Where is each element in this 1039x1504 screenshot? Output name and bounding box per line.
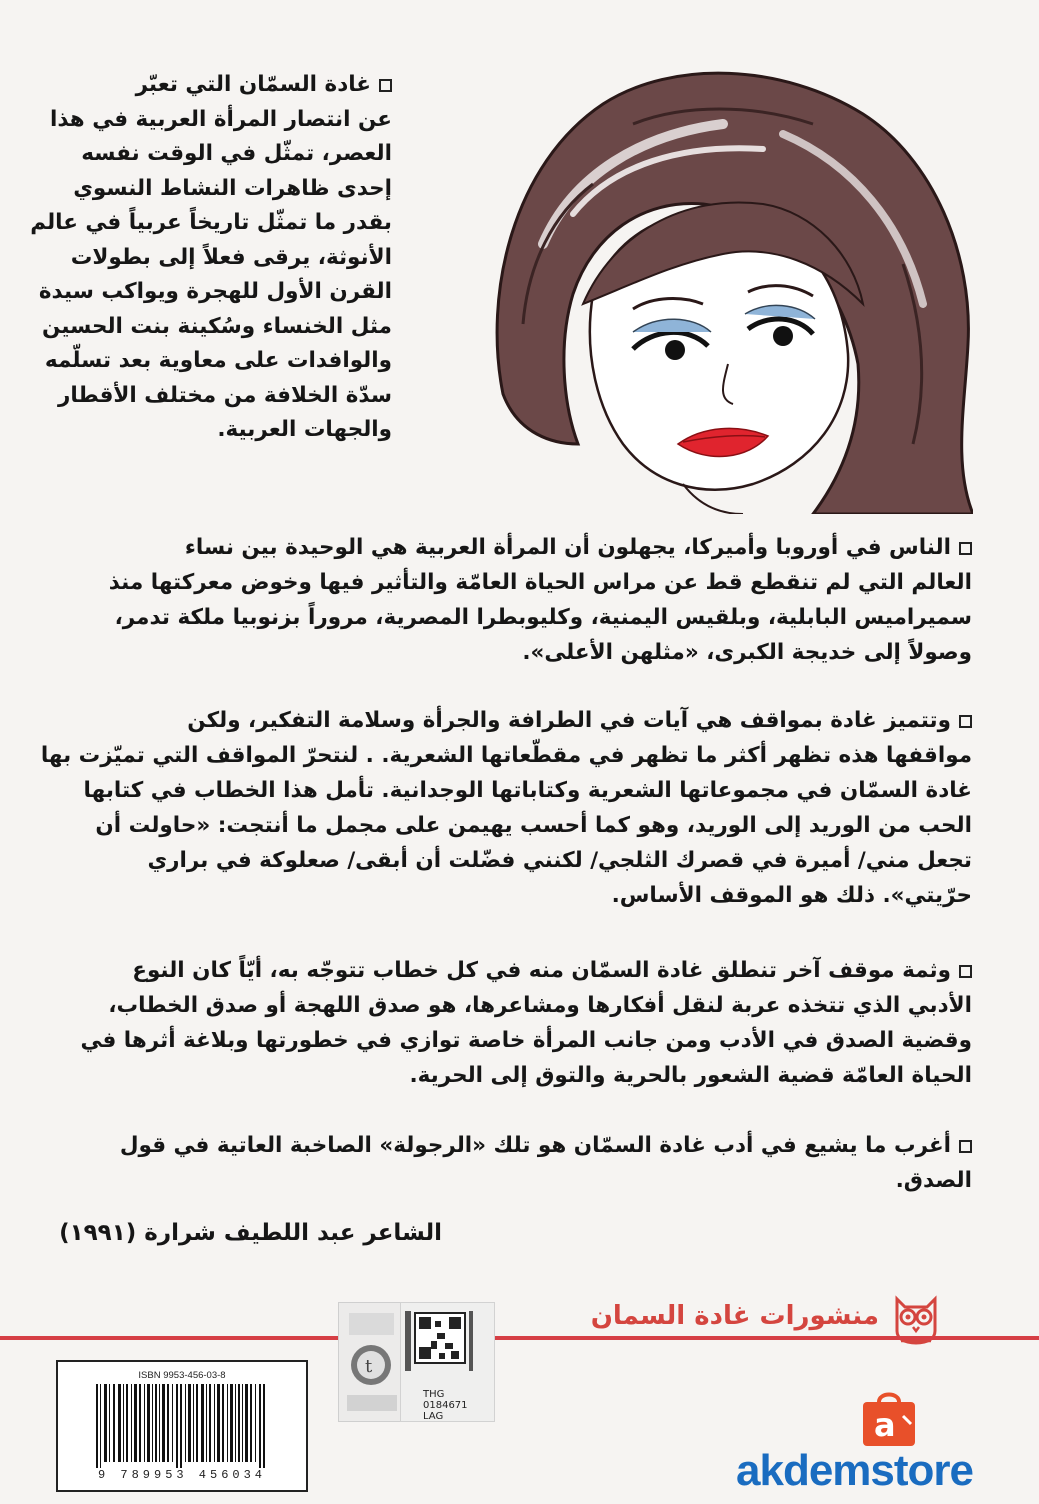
bullet-square-icon — [379, 79, 392, 92]
qr-code-icon — [401, 1303, 494, 1383]
paragraph-line: أغرب ما يشيع في أدب غادة السمّان هو تلك «الرجولة» الصاخبة العاتية في قول — [32, 1128, 972, 1163]
svg-text:t: t — [365, 1356, 373, 1377]
sticker-code: THG 0184671 LAG — [423, 1389, 468, 1422]
intro-line: والجهات العربية. — [217, 417, 392, 442]
signature: الشاعر عبد اللطيف شرارة (١٩٩١) — [59, 1220, 442, 1246]
paragraph-line: سميراميس البابلية، وبلقيس اليمنية، وكليوبطرا المصرية، مروراً بزنوبيا ملكة تدمر، — [114, 605, 972, 630]
bullet-square-icon — [959, 542, 972, 555]
divider-line — [0, 1336, 1039, 1340]
paragraph-line: وقضية الصدق في الأدب ومن جانب المرأة خاصة توازي في خطورتها وبلاغة أثرها في — [80, 1028, 972, 1053]
intro-line: الأنوثة، يرقى فعلاً إلى بطولات — [70, 244, 392, 270]
library-sticker — [338, 1302, 405, 1422]
paragraph-line: الحب من الوريد إلى الوريد، وهو كما أحسب يهيمن على مجمل ما أنتجت: «حاولت أن — [95, 813, 972, 838]
isbn-label: ISBN 9953-456-03-8 — [138, 1370, 226, 1381]
paragraph-line: الناس في أوروبا وأميركا، يجهلون أن المرأة العربية هي الوحيدة بين نساء — [32, 530, 972, 565]
svg-text:a: a — [874, 1406, 896, 1444]
paragraph-1 — [32, 530, 972, 670]
intro-line: بقدر ما تمثّل تاريخاً عربياً في عالم — [30, 210, 392, 235]
intro-line: العصر، تمثّل في الوقت نفسه — [81, 141, 392, 166]
paragraph-line: وثمة موقف آخر تنطلق غادة السمّان منه في كل خطاب تتوجّه به، أيّاً كان النوع — [32, 953, 972, 988]
paragraph-3 — [32, 953, 972, 1093]
paragraph-line: مواقفها هذه تظهر أكثر ما تظهر في مقطّعاتها الشعرية. . لنتحرّ المواقف التي تميّزت بها — [40, 743, 972, 768]
bullet-square-icon — [959, 1140, 972, 1153]
intro-line: القرن الأول للهجرة ويواكب سيدة — [38, 279, 392, 304]
intro-line: والوافدات على معاوية بعد تسلّمه — [44, 348, 392, 373]
isbn-barcode — [56, 1360, 308, 1492]
shopping-bag-icon — [857, 1386, 921, 1448]
portrait-illustration — [483, 64, 973, 514]
paragraph-line: العالم التي لم تنقطع قط عن مراس الحياة العامّة والتأثير فيها وخوض معركتها منذ — [108, 570, 972, 595]
paragraph-2 — [32, 703, 972, 913]
intro-line: سدّة الخلافة من مختلف الأقطار — [57, 382, 392, 408]
paragraph-line: الأدبي الذي تتخذه عربة لنقل أفكارها ومشاعرها، هو صدق اللهجة أو صدق الخطاب، — [108, 993, 972, 1018]
paragraph-line: وصولاً إلى خديجة الكبرى، «مثلهن الأعلى». — [522, 640, 972, 665]
intro-line: عن انتصار المرأة العربية في هذا — [50, 106, 392, 132]
isbn-digits: 9 789953 456034 — [97, 1468, 267, 1482]
publisher-name: منشورات غادة السمان — [590, 1301, 879, 1331]
barcode-sticker — [400, 1302, 495, 1422]
paragraph-4 — [32, 1128, 972, 1198]
paragraph-line: حرّيتي». ذلك هو الموقف الأساس. — [611, 883, 972, 908]
paragraph-line: تجعل مني/ أميرة في قصرك الثلجي/ لكنني فضّلت أن أبقى/ صعلوكة في براري — [147, 848, 972, 873]
paragraph-line: غادة السمّان في مجموعاتها الشعرية وكتاباتها الوجدانية. تأمل هذا الخطاب في كتابها — [83, 778, 972, 803]
store-watermark: akdemstore — [736, 1446, 974, 1495]
intro-first-line: غادة السمّان التي تعبّر — [32, 68, 392, 103]
paragraph-line: وتتميز غادة بمواقف هي آيات في الطرافة والجرأة وسلامة التفكير، ولكن — [32, 703, 972, 738]
bullet-square-icon — [959, 965, 972, 978]
library-seal-icon — [339, 1303, 404, 1421]
paragraph-line: الصدق. — [895, 1168, 972, 1193]
paragraph-line: الحياة العامّة قضية الشعور بالحرية والتوق إلى الحرية. — [409, 1063, 972, 1088]
bullet-square-icon — [959, 715, 972, 728]
intro-text — [32, 68, 392, 448]
intro-line: مثل الخنساء وسُكينة بنت الحسين — [41, 313, 392, 339]
intro-line: إحدى ظاهرات النشاط النسوي — [73, 175, 392, 201]
